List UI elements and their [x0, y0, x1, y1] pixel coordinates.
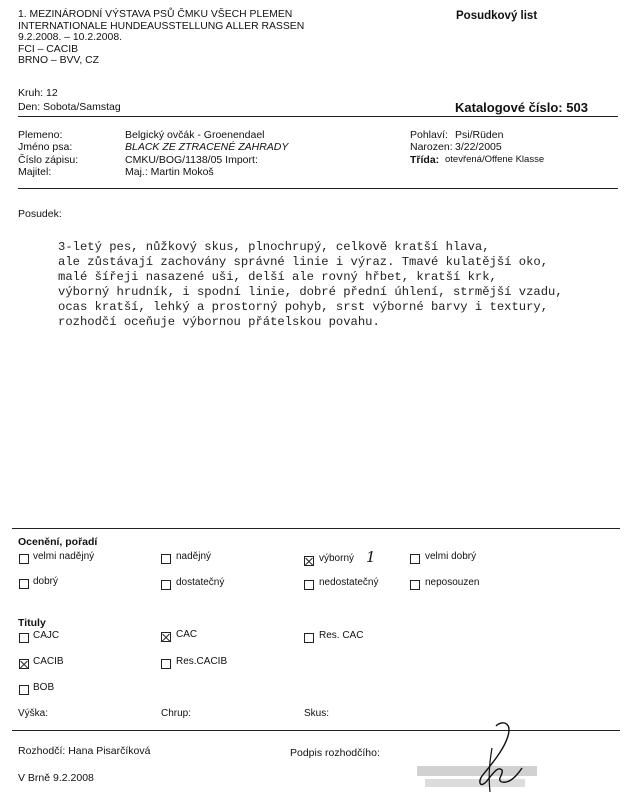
- born-value: 3/22/2005: [455, 141, 502, 154]
- judge-signature: [468, 718, 528, 796]
- info-labels: [18, 129, 78, 178]
- info-values-right: [455, 129, 503, 154]
- grading-label: Ocenění, pořadí: [18, 536, 98, 548]
- assessment-text: [58, 240, 563, 330]
- signature-label: Podpis rozhodčího:: [290, 747, 380, 759]
- height-label: Výška:: [18, 708, 49, 719]
- dog-name-value: BLACK ZE ZTRACENÉ ZAHRADY: [125, 141, 289, 154]
- assessment-line: ocas kratší, lehký a prostorný pohyb, srst výborné barvy i textury,: [58, 300, 549, 314]
- checkbox-bob[interactable]: [19, 685, 29, 695]
- header-line: 1. MEZINÁRODNÍ VÝSTAVA PSŮ ČMKU VŠECH PLEMEN: [18, 9, 293, 20]
- option-label: nedostatečný: [319, 577, 379, 588]
- info-values: [125, 129, 288, 178]
- title-label: Res.CACIB: [176, 656, 228, 667]
- header-line: INTERNATIONALE HUNDEAUSSTELLUNG ALLER RASSEN: [18, 20, 305, 32]
- title-label: CAC: [176, 629, 198, 640]
- checkbox-nedostatecny[interactable]: [304, 580, 314, 590]
- header-line: 9.2.2008. – 10.2.2008.: [18, 32, 122, 43]
- placement-mark: 1: [366, 548, 376, 566]
- owner-value: Maj.: Martin Mokoš: [125, 165, 214, 178]
- ring-number: Kruh: 12: [18, 87, 58, 99]
- teeth-label: Chrup:: [161, 708, 192, 719]
- checkbox-dostatecny[interactable]: [161, 580, 171, 590]
- breed-value: Belgický ovčák - Groenendael: [125, 129, 265, 141]
- option-label: velmi dobrý: [425, 551, 477, 562]
- checkbox-neposouzen[interactable]: [410, 580, 420, 590]
- divider: [18, 188, 618, 189]
- checkbox-dobry[interactable]: [19, 579, 29, 589]
- header-line: BRNO – BVV, CZ: [18, 55, 100, 66]
- show-header: [18, 9, 304, 67]
- checkbox-res-cac[interactable]: [304, 633, 314, 643]
- place-date: V Brně 9.2.2008: [18, 772, 94, 784]
- header-line: FCI – CACIB: [18, 43, 79, 55]
- checkbox-cacib[interactable]: [19, 659, 29, 669]
- checkbox-cajc[interactable]: [19, 633, 29, 643]
- registration-label: Číslo zápisu:: [18, 153, 79, 166]
- assessment-line: malé šířeji nasazené uši, delší ale rovný hřbet, kratší krk,: [58, 270, 497, 284]
- born-label: Narozen:: [410, 141, 453, 154]
- form-title: Posudkový list: [456, 10, 538, 22]
- registration-value: CMKU/BOG/1138/05 Import:: [125, 153, 258, 166]
- sex-value: Psi/Rüden: [455, 129, 504, 141]
- judge-name: Rozhodčí: Hana Pisarčíková: [18, 745, 151, 757]
- option-label: dostatečný: [176, 577, 225, 588]
- name-label: Jméno psa:: [18, 141, 73, 154]
- option-label: dobrý: [33, 576, 59, 587]
- title-label: Res. CAC: [319, 630, 364, 641]
- class-value: otevřená/Offene Klasse: [445, 153, 545, 165]
- assessment-line: rozhodčí oceňuje výbornou přátelskou povahu.: [58, 315, 380, 329]
- checkbox-res-cacib[interactable]: [161, 659, 171, 669]
- owner-label: Majitel:: [18, 165, 52, 178]
- checkbox-velmi-dobry[interactable]: [410, 554, 420, 564]
- option-label: velmi nadějný: [33, 551, 95, 562]
- assessment-line: 3-letý pes, nůžkový skus, plnochrupý, celkově kratší hlava,: [58, 240, 490, 254]
- bite-label: Skus:: [304, 708, 330, 719]
- catalog-number: Katalogové číslo: 503: [455, 100, 588, 115]
- signature-graphic: [468, 718, 528, 796]
- divider: [12, 528, 620, 529]
- sex-label: Pohlaví:: [410, 129, 448, 141]
- checkbox-nadejny[interactable]: [161, 554, 171, 564]
- assessment-line: výborný hrudník, i spodní linie, dobré přední úhlení, strmější vzadu,: [58, 285, 563, 299]
- checkbox-cac[interactable]: [161, 632, 171, 642]
- title-label: BOB: [33, 682, 55, 693]
- assessment-line: ale zůstávají zachovány správné linie i výraz. Tmavé kulatější oko,: [58, 255, 549, 269]
- divider: [18, 116, 618, 117]
- show-day: Den: Sobota/Samstag: [18, 101, 121, 113]
- class-label: Třída:: [410, 153, 440, 166]
- option-label: výborný: [319, 553, 355, 564]
- breed-label: Plemeno:: [18, 129, 63, 141]
- assessment-label: Posudek:: [18, 208, 62, 220]
- titles-label: Tituly: [18, 617, 46, 629]
- title-label: CAJC: [33, 630, 60, 641]
- option-label: nadějný: [176, 551, 212, 562]
- option-label: neposouzen: [425, 577, 480, 588]
- title-label: CACIB: [33, 656, 64, 667]
- checkbox-velmi-nadejny[interactable]: [19, 554, 29, 564]
- checkbox-vyborny[interactable]: [304, 556, 314, 566]
- divider: [12, 730, 620, 731]
